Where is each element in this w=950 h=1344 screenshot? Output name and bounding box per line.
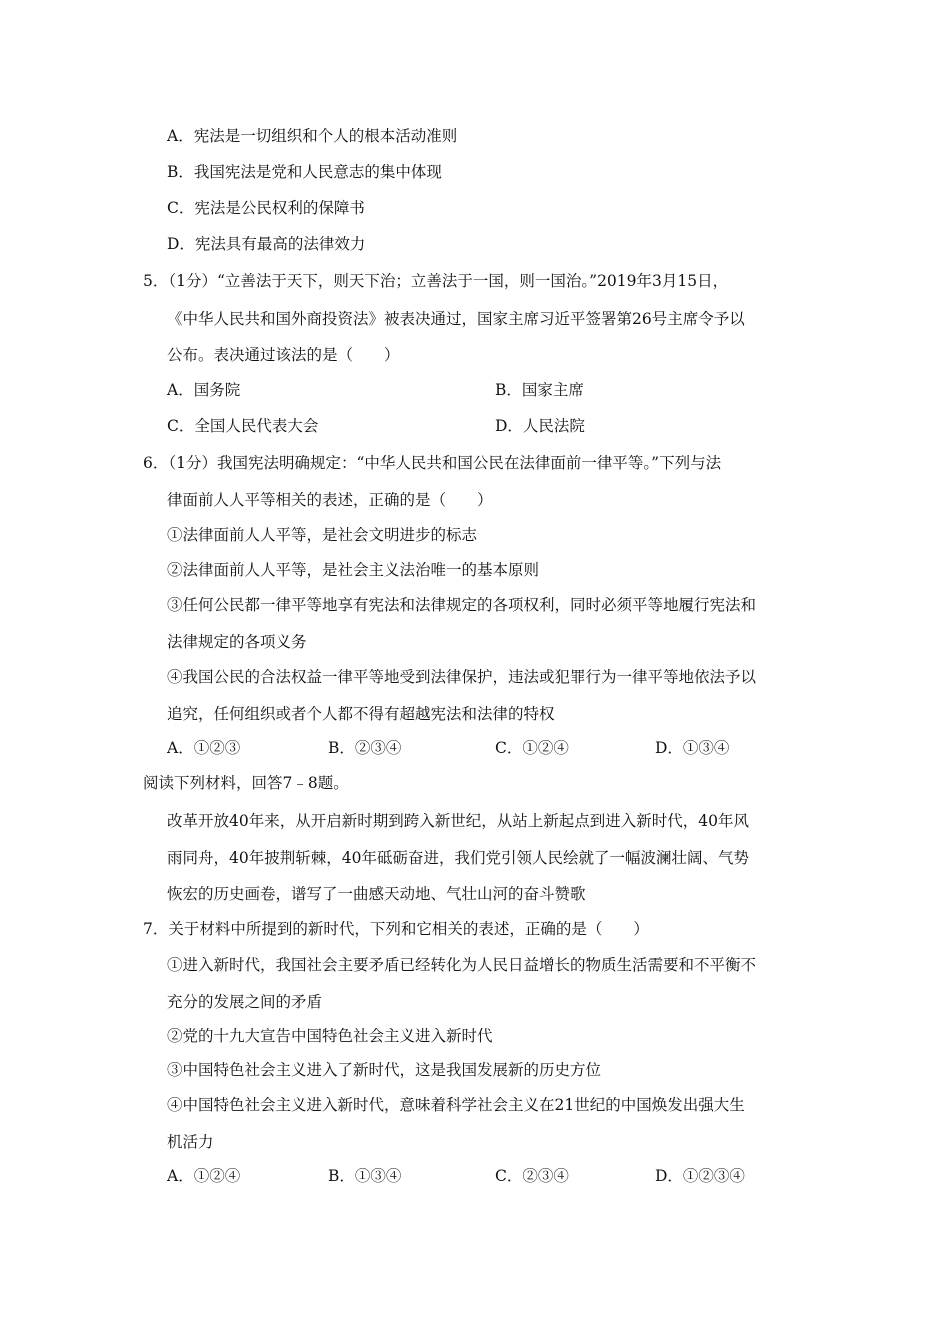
q5-option-a: A．国务院: [167, 381, 241, 399]
q4-option-d: D．宪法具有最高的法律效力: [167, 235, 366, 253]
q5-stem-line2: 《中华人民共和国外商投资法》被表决通过，国家主席习近平签署第26号主席令予以: [167, 310, 745, 328]
q7-item-3: ③中国特色社会主义进入了新时代，这是我国发展新的历史方位: [167, 1061, 602, 1079]
q5-option-d: D．人民法院: [495, 417, 585, 435]
q5-option-b: B．国家主席: [495, 381, 584, 399]
q5-stem-line3: 公布。表决通过该法的是（ ）: [167, 346, 400, 364]
q6-item-2: ②法律面前人人平等，是社会主义法治唯一的基本原则: [167, 561, 540, 579]
q6-option-d: D．①③④: [655, 739, 730, 757]
material-intro: 阅读下列材料，回答7﹣8题。: [143, 774, 349, 792]
q4-option-c: C．宪法是公民权利的保障书: [167, 199, 365, 217]
q7-item-1-line2: 充分的发展之间的矛盾: [167, 993, 323, 1011]
q6-item-4-line2: 追究，任何组织或者个人都不得有超越宪法和法律的特权: [167, 705, 555, 723]
q7-option-b: B．①③④: [328, 1167, 402, 1185]
material-line1: 改革开放40年来，从开启新时期到跨入新世纪，从站上新起点到进入新时代，40年风: [167, 812, 749, 830]
q6-item-3-line2: 法律规定的各项义务: [167, 633, 307, 651]
q6-stem-line2: 律面前人人平等相关的表述，正确的是（ ）: [167, 491, 493, 509]
q6-item-1: ①法律面前人人平等，是社会文明进步的标志: [167, 526, 478, 544]
material-line3: 恢宏的历史画卷，谱写了一曲感天动地、气壮山河的奋斗赞歌: [167, 885, 586, 903]
q4-option-b: B．我国宪法是党和人民意志的集中体现: [167, 163, 442, 181]
q6-item-3-line1: ③任何公民都一律平等地享有宪法和法律规定的各项权利，同时必须平等地履行宪法和: [167, 596, 757, 614]
q6-option-c: C．①②④: [495, 739, 569, 757]
q7-option-a: A．①②④: [167, 1167, 241, 1185]
q6-item-4-line1: ④我国公民的合法权益一律平等地受到法律保护，违法或犯罪行为一律平等地依法予以: [167, 668, 757, 686]
q7-item-4-line1: ④中国特色社会主义进入新时代，意味着科学社会主义在21世纪的中国焕发出强大生: [167, 1096, 745, 1114]
q6-option-b: B．②③④: [328, 739, 402, 757]
q6-option-a: A．①②③: [167, 739, 241, 757]
q7-item-1-line1: ①进入新时代，我国社会主要矛盾已经转化为人民日益增长的物质生活需要和不平衡不: [167, 956, 757, 974]
material-line2: 雨同舟，40年披荆斩棘，40年砥砺奋进，我们党引领人民绘就了一幅波澜壮阔、气势: [167, 849, 749, 867]
q5-stem-line1: 5．（1分）“立善法于天下，则天下治；立善法于一国，则一国治。”2019年3月15日，: [143, 272, 729, 290]
q7-item-2: ②党的十九大宣告中国特色社会主义进入新时代: [167, 1027, 493, 1045]
q4-option-a: A．宪法是一切组织和个人的根本活动准则: [167, 127, 458, 145]
q5-option-c: C．全国人民代表大会: [167, 417, 319, 435]
q7-stem: 7．关于材料中所提到的新时代，下列和它相关的表述，正确的是（ ）: [143, 920, 649, 938]
q7-option-c: C．②③④: [495, 1167, 569, 1185]
q7-option-d: D．①②③④: [655, 1167, 745, 1185]
q7-item-4-line2: 机活力: [167, 1133, 214, 1151]
q6-stem-line1: 6．（1分）我国宪法明确规定：“中华人民共和国公民在法律面前一律平等。”下列与法: [143, 454, 722, 472]
